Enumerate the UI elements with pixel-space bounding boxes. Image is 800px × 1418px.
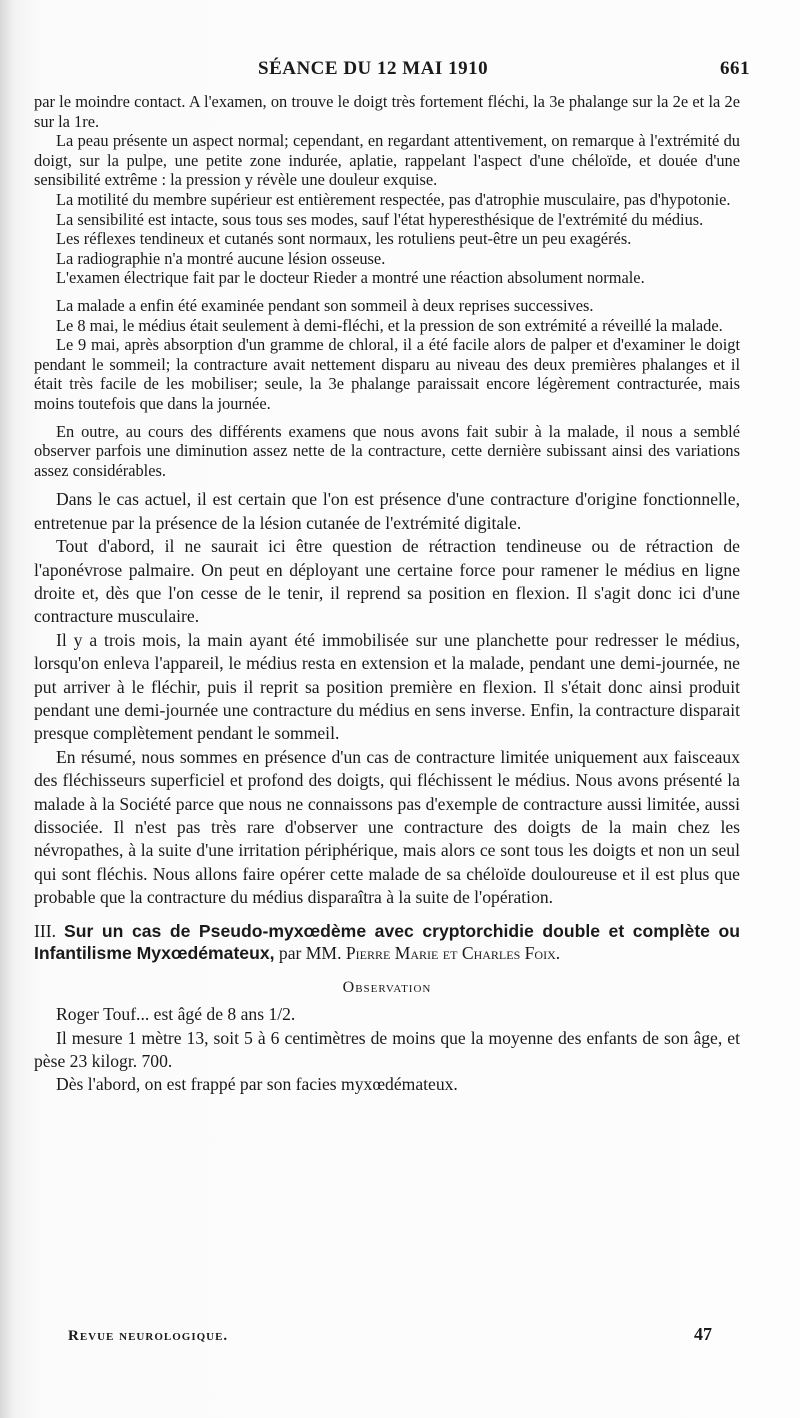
body-text	[34, 92, 740, 1097]
paragraph: Roger Touf... est âgé de 8 ans 1/2.	[56, 1004, 296, 1025]
section-authors: Pierre Marie et Charles Foix.	[345, 942, 561, 963]
observation-text	[34, 1003, 740, 1097]
paragraph: Tout d'abord, il ne saurait ici être question de rétraction tendineuse ou de rétraction de l'aponévrose palmaire. On peut en déployant une certaine force pour ramener le médius en ligne droite et, dès que l'on cesse de le tenir, il reprend sa position en flexion. Il s'agit donc ici d'une contracture musculaire.	[34, 536, 740, 627]
paragraph: La radiographie n'a montré aucune lésion osseuse.	[56, 248, 386, 268]
paragraph: En outre, au cours des différents examens que nous avons fait subir à la malade, il nous a semblé observer parfois une diminution assez nette de la contracture, cette dernière subissant ainsi des variations assez considérables.	[34, 421, 740, 480]
discussion-text	[34, 488, 740, 909]
section-title: Sur un cas de Pseudo-myxœdème avec cryptorchidie double et complète ou Infantilisme Myxœdémateux,	[34, 920, 741, 963]
page-number: 661	[720, 58, 750, 79]
paragraph: Le 9 mai, après absorption d'un gramme de chloral, il a été facile alors de palper et d'examiner le doigt pendant le sommeil; la contracture avait nettement disparu au niveau des deux premières phalanges et il était très facile de les mobiliser; seule, la 3e phalange paraissait encore légèrement contracturée, mais moins toutefois que dans la journée.	[34, 335, 740, 413]
paragraph: Le 8 mai, le médius était seulement à demi-fléchi, et la pression de son extrémité a réveillé la malade.	[56, 315, 723, 335]
section-by: par MM.	[278, 942, 342, 963]
page-header	[40, 56, 760, 86]
paragraph: La malade a enfin été examinée pendant son sommeil à deux reprises successives.	[56, 295, 594, 315]
paragraph: Les réflexes tendineux et cutanés sont normaux, les rotuliens peut-être un peu exagérés.	[56, 229, 632, 249]
observation-heading: Observation	[342, 978, 432, 996]
section-numeral: III.	[34, 920, 56, 941]
paragraph: Il y a trois mois, la main ayant été immobilisée sur une planchette pour redresser le médius, lorsqu'on enleva l'appareil, le médius resta en extension et la malade, pendant une demi-journée, ne put arriver à le fléchir, puis il reprit sa position première en flexion. Il s'était donc ainsi produit pendant une demi-journée une contracture du médius en sens inverse. Enfin, la contracture disparait presque complètement pendant le sommeil.	[34, 629, 740, 744]
paragraph: L'examen électrique fait par le docteur Rieder a montré une réaction absolument normale.	[56, 268, 645, 288]
page-footer	[40, 1322, 740, 1352]
paragraph: La motilité du membre supérieur est entièrement respectée, pas d'atrophie musculaire, pas d'hypotonie.	[56, 189, 731, 209]
section-heading	[34, 920, 740, 964]
running-title: SÉANCE DU 12 MAI 1910	[258, 58, 489, 79]
signature-number: 47	[694, 1324, 712, 1344]
paragraph: En résumé, nous sommes en présence d'un cas de contracture limitée uniquement aux faisceaux des fléchisseurs superficiel et profond des doigts, qui fléchissent le médius. Nous avons présenté la malade à la Société parce que nous ne connaissons pas d'exemple de contracture aussi limitée, aussi dissociée. Il n'est pas très rare d'observer une contracture des doigts de la main chez les névropathes, à la suite d'une irritation périphérique, mais alors ce sont tous les doigts et non un seul qui sont fléchis. Nous allons faire opérer cette malade de sa chéloïde douloureuse et il est plus que probable que la contracture du médius disparaîtra à la suite de l'opération.	[34, 746, 740, 908]
paragraph: par le moindre contact. A l'examen, on trouve le doigt très fortement fléchi, la 3e phalange sur la 2e et la 2e sur la 1re.	[34, 92, 740, 131]
paragraph: Il mesure 1 mètre 13, soit 5 à 6 centimètres de moins que la moyenne des enfants de son âge, et pèse 23 kilogr. 700.	[34, 1027, 740, 1071]
paragraph: Dans le cas actuel, il est certain que l'on est présence d'une contracture d'origine fonctionnelle, entretenue par la présence de la lésion cutanée de l'extrémité digitale.	[34, 489, 740, 533]
journal-name: Revue neurologique.	[68, 1328, 229, 1344]
paragraph: La sensibilité est intacte, sous tous ses modes, sauf l'état hyperesthésique de l'extrémité du médius.	[56, 209, 704, 229]
paragraph: Dès l'abord, on est frappé par son facies myxœdémateux.	[56, 1074, 458, 1095]
paragraph: La peau présente un aspect normal; cependant, en regardant attentivement, on remarque à l'extrémité du doigt, sur la pulpe, une petite zone indurée, aplatie, rappelant l'aspect d'une chéloïde, et douée d'une sensibilité extrême : la pression y révèle une douleur exquise.	[34, 131, 740, 190]
